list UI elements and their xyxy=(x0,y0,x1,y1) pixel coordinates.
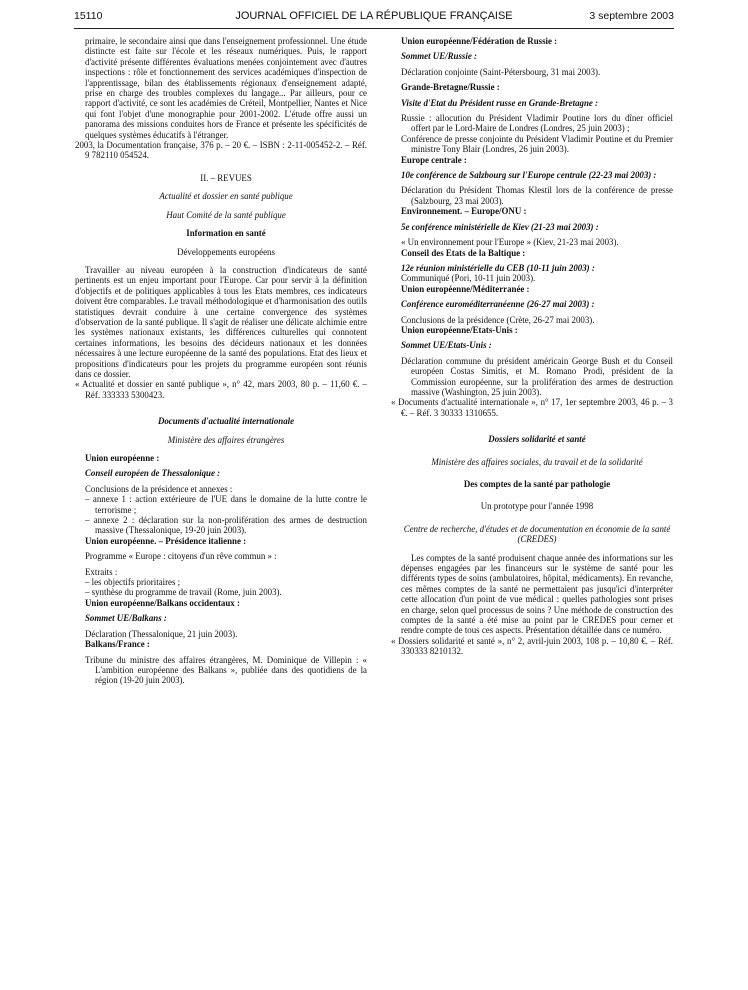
objectifs: – les objectifs prioritaires ; xyxy=(85,577,181,588)
tribune: Tribune du ministre des affaires étrangères, M. Dominique de Villepin : « L'ambition européenne des Balkans », publiée dans des quotidiens de la région (19-20 juin 2003). xyxy=(85,654,367,686)
extraits: Extraits : xyxy=(85,566,118,577)
reference-3: « Documents d'actualité internationale », n° 17, 1er septembre 2003, 46 p. – 3 €. – Réf. 3 30333 1310655. xyxy=(391,397,673,418)
comptes-title: Des comptes de la santé par pathologie xyxy=(463,479,611,489)
sommet-russie: Sommet UE/Russie : xyxy=(401,51,477,62)
conference-med: Conférence euroméditerranéenne (26-27 mai 2003) : xyxy=(401,299,595,310)
balkans-france-heading: Balkans/France : xyxy=(85,639,150,650)
conclusions: Conclusions de la présidence et annexes : xyxy=(85,483,233,494)
dossiers-title: Dossiers solidarité et santé xyxy=(488,434,586,445)
revue-title: Actualité et dossier en santé publique xyxy=(159,191,293,202)
communique: Communiqué (Pori, 10-11 juin 2003). xyxy=(401,273,536,284)
europe-centrale-heading: Europe centrale : xyxy=(401,154,467,165)
ue-us-heading: Union européenne/Etats-Unis : xyxy=(401,324,518,335)
left-column xyxy=(75,36,367,686)
sommet-balkans: Sommet UE/Balkans : xyxy=(85,613,167,624)
declaration-thessalonique: Déclaration (Thessalonique, 21 juin 2003). xyxy=(85,628,238,639)
intro-paragraph: primaire, le secondaire ainsi que dans l'enseignement professionnel. Une étude distincte est faite sur l'école et les réseaux numériques. Puis, le rapport d'activité présente différentes évaluations menées conjointement avec d'autres inspections : rôle et fonctionnement des services académiques d'inspection de l'apprentissage, bilan des établissements régionaux d'enseignement adapté, prise en charge des troubles complexes du langage... Par ailleurs, pour ce rapport d'activité, ce sont les académies de Créteil, Montpellier, Nantes et Nice qui font l'objet d'une monographie pour 2001-2002. L'étude offre aussi un panorama des missions conduites hors de France et présente les spécificités de quelques systèmes éducatifs à l'étranger. xyxy=(85,36,367,140)
journal-title: JOURNAL OFFICIEL DE LA RÉPUBLIQUE FRANÇAISE xyxy=(235,10,513,22)
conclusions-crete: Conclusions de la présidence (Crète, 26-27 mai 2003). xyxy=(401,314,595,325)
credes-paragraph: Les comptes de la santé produisent chaque année des informations sur les dépenses engagées par les financeurs sur le système de santé pour les différents types de soins (ambulatoires, hôpital, médicaments). En revanche, ces mêmes comptes de la santé ne permettaient pas jusqu'ici d'interpréter cette allocation d'un point de vue médical : quelles pathologies sont prises en charge, selon quel processus de soins ? Une méthode de construction des comptes de la santé a été mise au point par le CREDES pour cerner et rendre compte de tous ces aspects. Présentation détaillée dans ce numéro. xyxy=(401,552,673,636)
annex-2: – annexe 2 : déclaration sur la non-prolifération des armes de destruction massive (Thessalonique, 19-20 juin 2003). xyxy=(85,515,367,536)
issue-date: 3 septembre 2003 xyxy=(589,10,674,22)
revue-org: Haut Comité de la santé publique xyxy=(166,209,286,220)
ue-italy-heading: Union européenne. – Présidence italienne : xyxy=(85,535,247,546)
kiev: 5e conférence ministérielle de Kiev (21-23 mai 2003) : xyxy=(401,221,599,232)
conference-presse: Conférence de presse conjointe du Président Vladimir Poutine et du Premier ministre Tony Blair (Londres, 26 juin 2003). xyxy=(401,133,673,155)
declaration-klestil: Déclaration du Président Thomas Klestil lors de la conférence de presse (Salzbourg, 23 mai 2003). xyxy=(401,185,673,206)
info-title: Information en santé xyxy=(186,228,266,239)
ministry-2: Ministère des affaires sociales, du travail et de la solidarité xyxy=(431,456,643,467)
section-revues: II. – REVUES xyxy=(200,172,252,183)
declaration-bush: Déclaration commune du président américain George Bush et du Conseil européen Costas Simitis, et M. Romano Prodi, président de la Commission européenne, sur la prolifération des armes de destruction massive (Washington, 25 juin 2003). xyxy=(401,355,673,397)
prototype: Un prototype pour l'année 1998 xyxy=(480,501,594,512)
salzbourg: 10e conférence de Salzbourg sur l'Europe centrale (22-23 mai 2003) : xyxy=(401,170,657,181)
page-number: 15110 xyxy=(74,10,103,22)
ministry: Ministère des affaires étrangères xyxy=(167,434,285,445)
reference-4: « Dossiers solidarité et santé », n° 2, avril-juin 2003, 108 p. – 10,80 €. – Réf. 330333 8210132. xyxy=(391,635,673,657)
dev-title: Développements européens xyxy=(177,246,275,257)
env-onu-heading: Environnement. – Europe/ONU : xyxy=(401,206,527,217)
dev-paragraph: Travailler au niveau européen à la construction d'indicateurs de santé pertinents est un enjeu important pour l'Europe. Car pour servir à la définition d'objectifs et de politiques applicables à tous les Etats membres, ces indicateurs doivent être comparables. Le travail méthodologique et d'harmonisation des outils statistiques devrait conduire à une certaine convergence des systèmes d'observation de la santé publique. Il s'agit de réaliser une délicate alchimie entre les systèmes nationaux existants, les différences culturelles qui connotent certaines informations, les besoins des décideurs nationaux et les données nécessaires à une lecture européenne de la santé des populations. Etat des lieux et propositions d'indicateurs pour les projets du programme européen sont réunis dans ce dossier. xyxy=(75,264,367,379)
ceb: 12e réunion ministérielle du CEB (10-11 juin 2003) : xyxy=(401,262,595,273)
kiev-text: « Un environnement pour l'Europe » (Kiev, 21-23 mai 2003). xyxy=(401,237,619,248)
thessalonique-heading: Conseil européen de Thessalonique : xyxy=(85,468,221,479)
synthese: – synthèse du programme de travail (Rome, juin 2003). xyxy=(85,587,282,598)
programme: Programme « Europe : citoyens d'un rêve commun » : xyxy=(85,551,277,562)
annex-1: – annexe 1 : action extérieure de l'UE dans le domaine de la lutte contre le terrorisme ; xyxy=(85,494,367,515)
header-rule xyxy=(74,28,674,29)
declaration-conjointe: Déclaration conjointe (Saint-Pétersbourg, 31 mai 2003). xyxy=(401,66,601,77)
ue-heading: Union européenne : xyxy=(85,453,160,463)
ue-med-heading: Union européenne/Méditerranée : xyxy=(401,283,530,294)
visite-etat: Visite d'Etat du Président russe en Grande-Bretagne : xyxy=(401,97,598,108)
ue-balkans-heading: Union européenne/Balkans occidentaux : xyxy=(85,597,240,608)
sommet-us: Sommet UE/Etats-Unis : xyxy=(401,340,492,351)
ue-russie-heading: Union européenne/Fédération de Russie : xyxy=(401,36,558,46)
docs-title: Documents d'actualité internationale xyxy=(157,416,295,427)
reference-2: « Actualité et dossier en santé publique », n° 42, mars 2003, 80 p. – 11,60 €. – Réf. 333333 5300423. xyxy=(75,379,367,400)
russie-allocution: Russie : allocution du Président Vladimir Poutine lors du dîner officiel offert par le Lord-Maire de Londres (Londres, 25 juin 2003) ; xyxy=(401,113,673,134)
baltique-heading: Conseil des Etats de la Baltique : xyxy=(401,247,526,258)
reference-1: 2003, la Documentation française, 376 p. – 20 €. – ISBN : 2-11-005452-2. – Réf. 9 782110 054524. xyxy=(75,140,367,161)
credes: Centre de recherche, d'études et de documentation en économie de la santé (CREDES) xyxy=(403,523,671,545)
gb-russie-heading: Grande-Bretagne/Russie : xyxy=(401,82,500,93)
right-column xyxy=(391,36,673,657)
